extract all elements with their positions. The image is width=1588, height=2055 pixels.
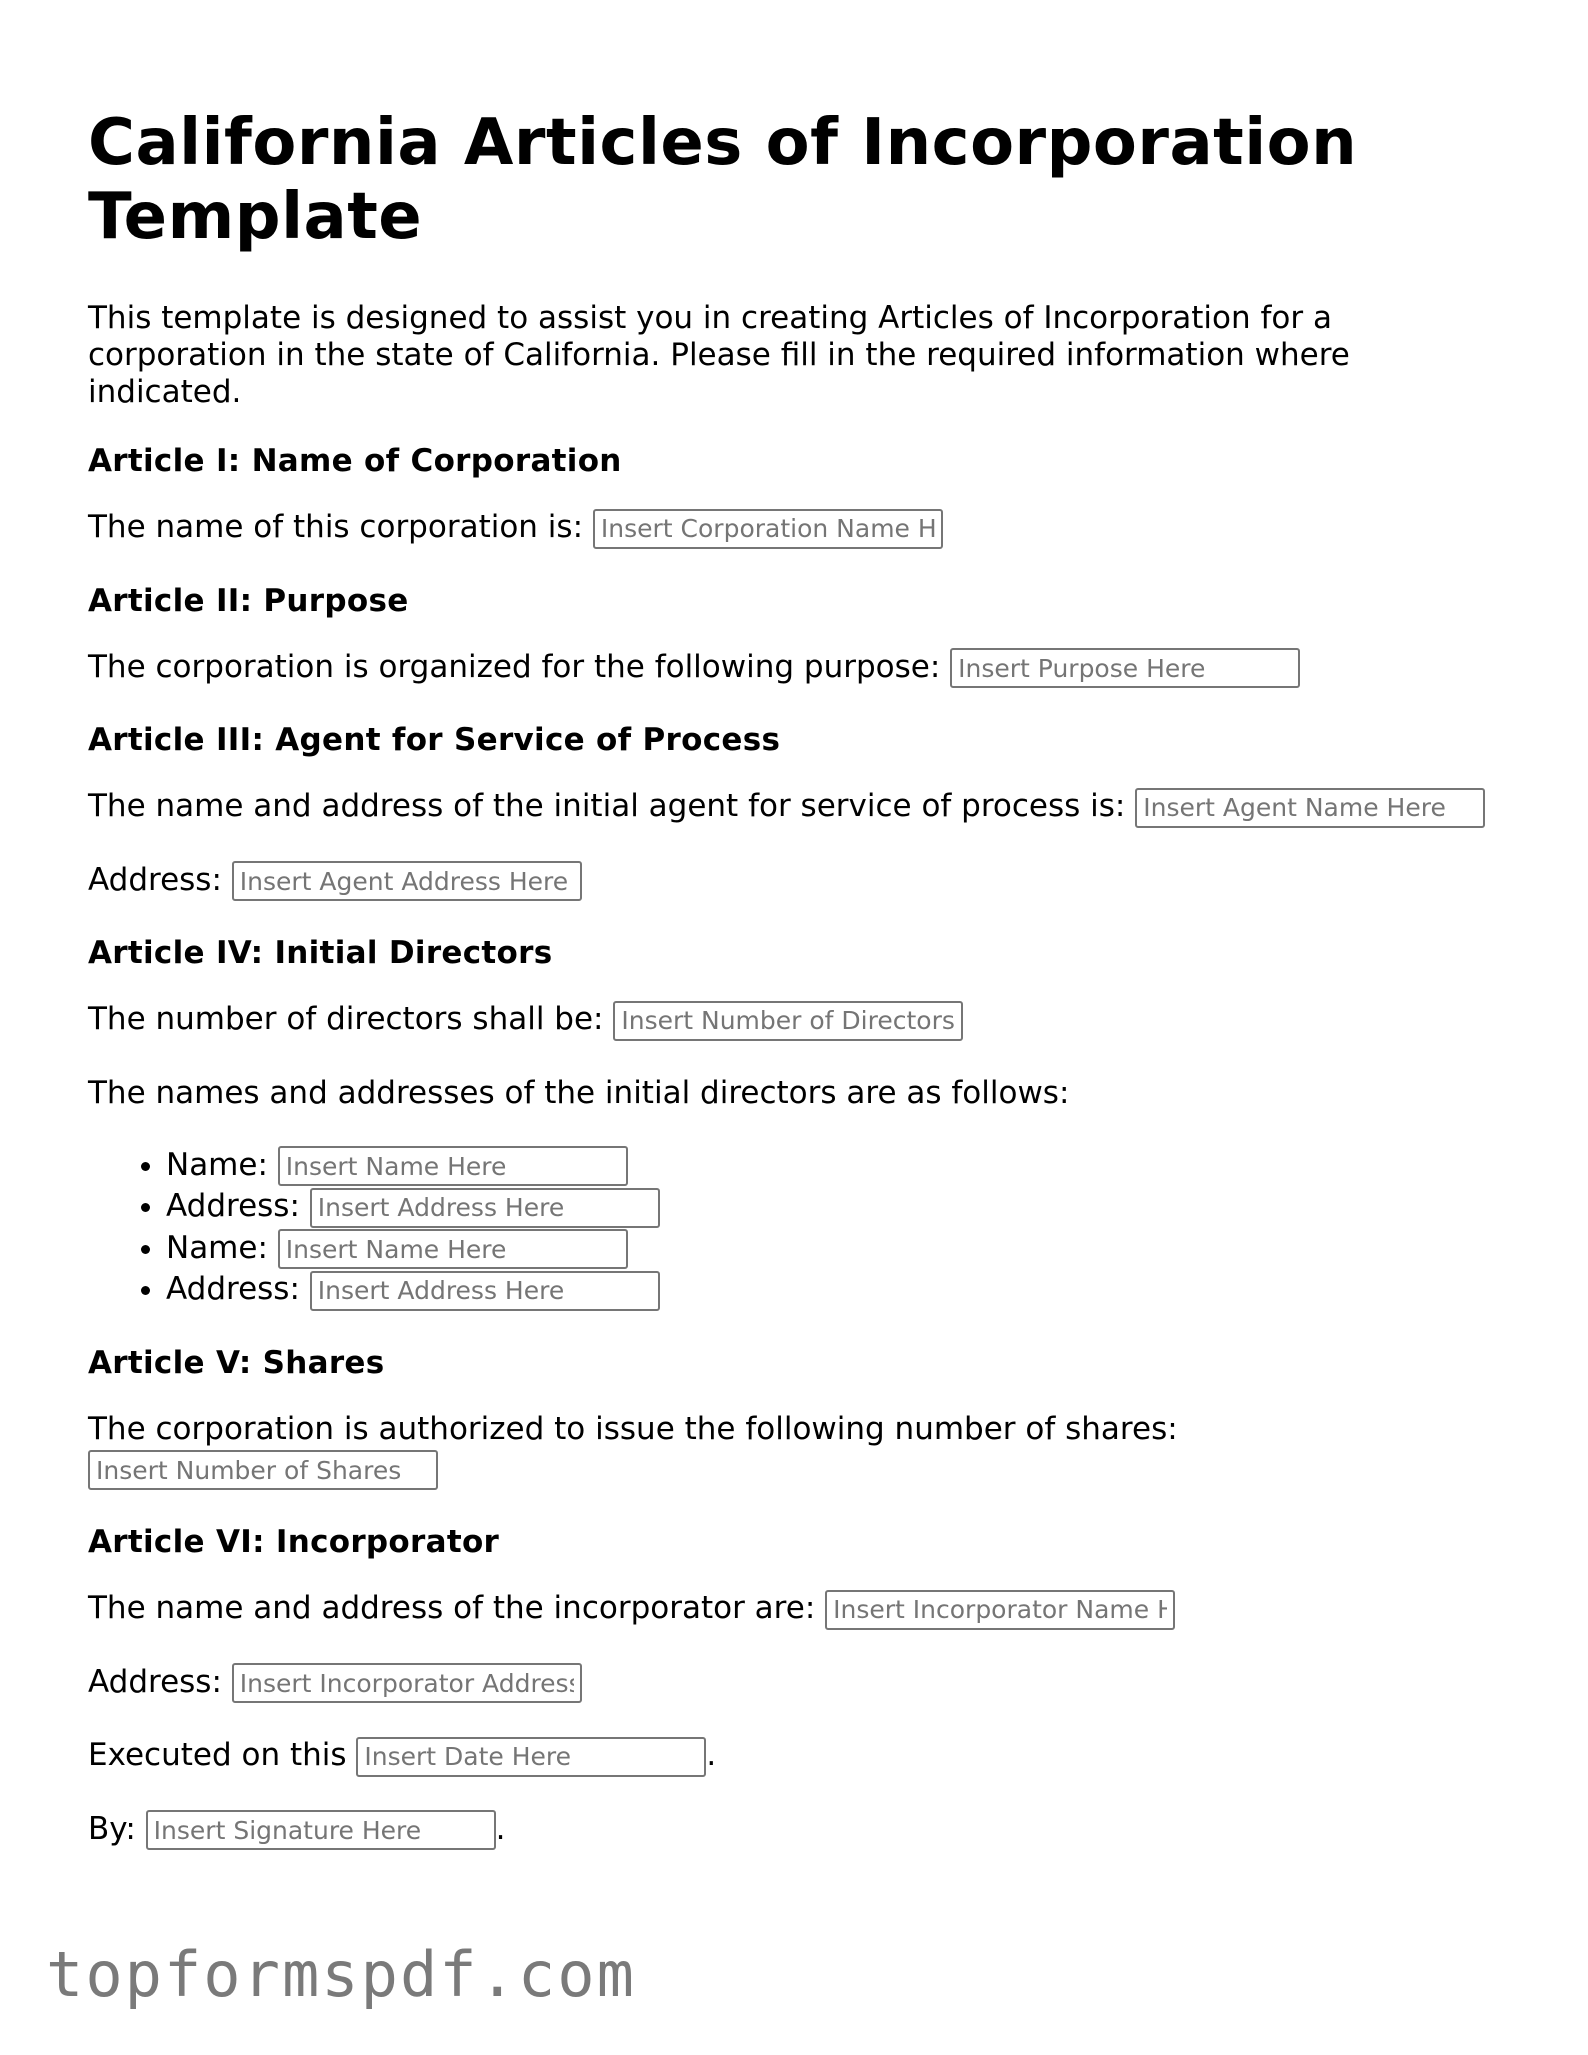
directors-list-label: The names and addresses of the initial directors are as follows: [88,1074,1070,1111]
article-2-line [88,647,1508,689]
director-2-address-input[interactable] [310,1271,660,1311]
agent-address-input[interactable] [232,861,582,901]
agent-name-input[interactable] [1135,788,1485,828]
director-count-line [88,999,1508,1041]
shares-input[interactable] [88,1450,438,1490]
article-1-line [88,507,1508,549]
director-count-label: The number of directors shall be: [88,1001,604,1037]
execution-date-line [88,1735,1508,1777]
intro-text: This template is designed to assist you in creating Articles of Incorporation for a corporation in the state of California. Please fill in the required information where indicated. [88,300,1350,410]
execution-date-input[interactable] [356,1737,706,1777]
article-5-heading: Article V: Shares [88,1344,385,1381]
director-1-address-label: Address: [166,1188,300,1224]
list-item [166,1269,1508,1311]
article-6-heading: Article VI: Incorporator [88,1524,500,1560]
article-4-heading: Article IV: Initial Directors [88,935,553,971]
corporation-name-label: The name of this corporation is: [88,509,584,545]
director-count-input[interactable] [613,1001,963,1041]
page-title: California Articles of Incorporation Template [88,106,1358,254]
shares-line [88,1409,1508,1491]
agent-name-label: The name and address of the initial agent for service of process is: [88,788,1126,824]
director-2-name-label: Name: [166,1229,268,1266]
article-2-heading: Article II: Purpose [88,582,409,619]
article-3-line [88,786,1508,828]
incorporator-name-input[interactable] [825,1590,1175,1630]
incorporator-address-line [88,1662,1508,1704]
signature-input[interactable] [146,1810,496,1850]
director-2-address-label: Address: [166,1271,300,1307]
signature-suffix: . [495,1810,506,1847]
director-1-address-input[interactable] [310,1188,660,1228]
agent-address-line [88,860,1508,902]
director-1-name-label: Name: [166,1146,268,1183]
document [88,106,1508,1882]
directors-list [88,1145,1508,1311]
director-2-name-input[interactable] [278,1229,628,1269]
article-1-heading: Article I: Name of Corporation [88,443,622,479]
corporation-name-input[interactable] [593,509,943,549]
watermark: topformspdf.com [46,1938,636,2011]
director-1-name-input[interactable] [278,1146,628,1186]
signature-line [88,1809,1508,1851]
execution-date-suffix: . [706,1737,717,1773]
purpose-label: The corporation is organized for the following purpose: [88,648,941,685]
execution-date-label: Executed on this [88,1737,347,1773]
article-3-heading: Article III: Agent for Service of Process [88,722,781,758]
signature-label: By: [88,1810,136,1847]
list-item [166,1228,1508,1270]
purpose-input[interactable] [950,648,1300,688]
incorporator-address-input[interactable] [232,1663,582,1703]
incorporator-address-label: Address: [88,1663,222,1700]
list-item [166,1145,1508,1187]
list-item [166,1186,1508,1228]
incorporator-name-line [88,1588,1508,1630]
incorporator-name-label: The name and address of the incorporator are: [88,1590,816,1626]
agent-address-label: Address: [88,861,222,898]
shares-label: The corporation is authorized to issue the following number of shares: [88,1410,1178,1447]
